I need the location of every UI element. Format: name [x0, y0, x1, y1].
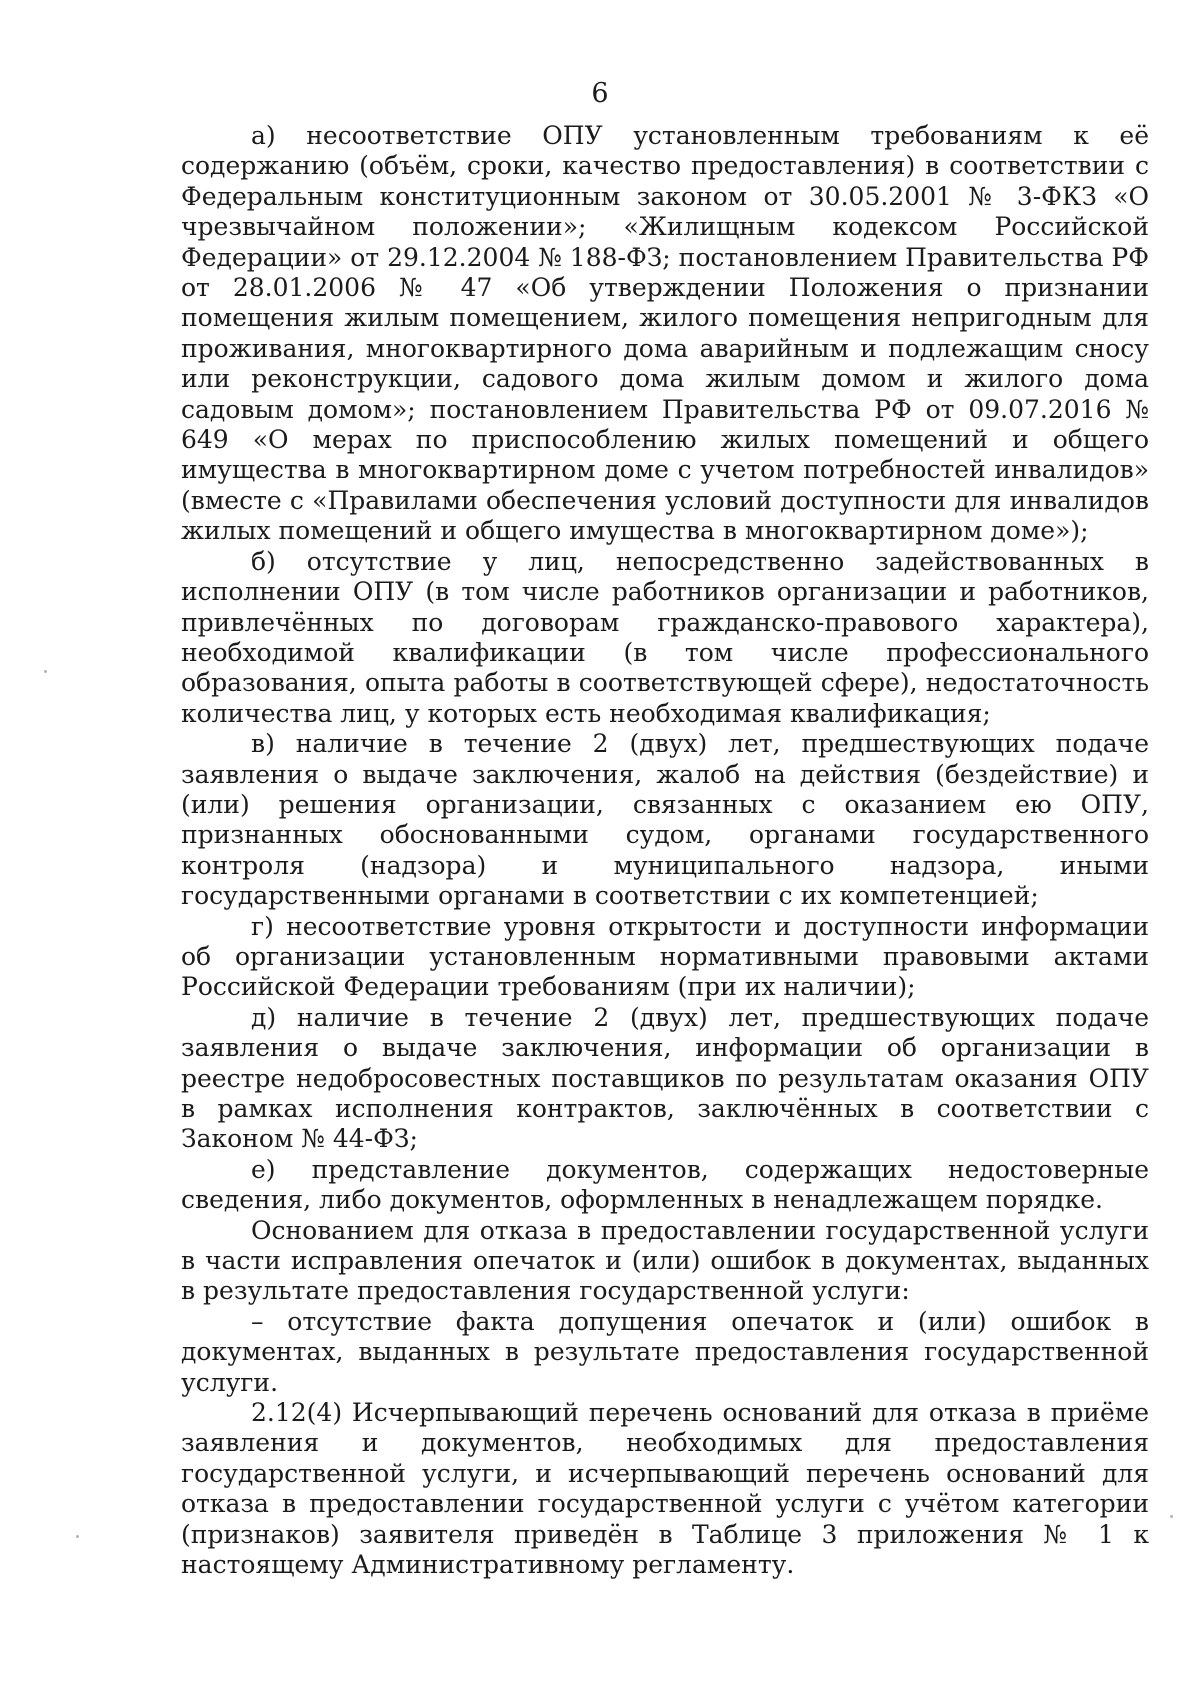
paragraph-2-12-4: 2.12(4) Исчерпывающий перечень оснований для отказа в приёме заявления и документов, необходимых для предоставления государственной услуги, и исчерпывающий перечень оснований для отказа в предоставлении государственной услуги с учётом категории (признаков) заявителя приведён в Таблице 3 приложения № 1 к настоящему Административному регламенту. — [181, 1398, 1149, 1580]
paragraph-a: а) несоответствие ОПУ установленным требованиям к её содержанию (объём, сроки, качество предоставления) в соответствии с Федеральным конституционным законом от 30.05.2001 № 3-ФКЗ «О чрезвычайном положении»; «Жилищным кодексом Российской Федерации» от 29.12.2004 № 188-ФЗ; постановлением Правительства РФ от 28.01.2006 № 47 «Об утверждении Положения о признании помещения жилым помещением, жилого помещения непригодным для проживания, многоквартирного дома аварийным и подлежащим сносу или реконструкции, садового дома жилым домом и жилого дома садовым домом»; постановлением Правительства РФ от 09.07.2016 № 649 «О мерах по приспособлению жилых помещений и общего имущества в многоквартирном доме с учетом потребностей инвалидов» (вместе с «Правилами обеспечения условий доступности для инвалидов жилых помещений и общего имущества в многоквартирном доме»); — [181, 121, 1149, 546]
scan-speck — [76, 1535, 79, 1538]
paragraph-e: е) представление документов, содержащих недостоверные сведения, либо документов, оформленных в ненадлежащем порядке. — [181, 1154, 1149, 1215]
page-number: 6 — [591, 78, 609, 109]
paragraph-basis: Основанием для отказа в предоставлении государственной услуги в части исправления опечаток и (или) ошибок в документах, выданных в результате предоставления государственной услуги: — [181, 1215, 1149, 1306]
paragraph-b: б) отсутствие у лиц, непосредственно задействованных в исполнении ОПУ (в том числе работников организации и работников, привлечённых по договорам гражданско-правового характера), необходимой квалификации (в том числе профессионального образования, опыта работы в соответствующей сфере), недостаточность количества лиц, у которых есть необходимая квалификация; — [181, 546, 1149, 728]
paragraph-g: г) несоответствие уровня открытости и доступности информации об организации установленным нормативными правовыми актами Российской Федерации требованиям (при их наличии); — [181, 911, 1149, 1002]
paragraph-dash-item: – отсутствие факта допущения опечаток и (или) ошибок в документах, выданных в результате предоставления государственной услуги. — [181, 1306, 1149, 1397]
document-body — [181, 121, 1149, 1581]
paragraph-d: д) наличие в течение 2 (двух) лет, предшествующих подаче заявления о выдаче заключения, информации об организации в реестре недобросовестных поставщиков по результатам оказания ОПУ в рамках исполнения контрактов, заключённых в соответствии с Законом № 44-ФЗ; — [181, 1002, 1149, 1154]
paragraph-v: в) наличие в течение 2 (двух) лет, предшествующих подаче заявления о выдаче заключения, жалоб на действия (бездействие) и (или) решения организации, связанных с оказанием ею ОПУ, признанных обоснованными судом, органами государственного контроля (надзора) и муниципального надзора, иными государственными органами в соответствии с их компетенцией; — [181, 729, 1149, 911]
scan-speck — [44, 670, 47, 673]
scan-speck — [1170, 1515, 1173, 1518]
